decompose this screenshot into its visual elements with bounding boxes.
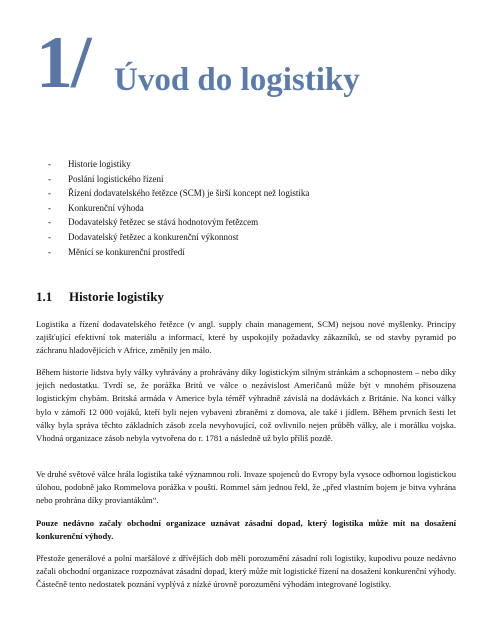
body-paragraph: Během historie lidstva byly války vyhrávány a prohrávány díky logistickým silným stránkám a schopnostem – nebo díky jejich nedostatku. Tvrdí se, že porážka Britů ve válce o nezávislost Američanů může být v mnohém přisouzena logistickým chybám. Britská armáda v Americe byla téměř výhradně závislá na dodávkách z Británie. Na konci války bylo v zámoří 12 000 vojáků, kteří byli nejen vybaveni zbraněmi z domova, ale také i jídlem. Během prvních šesti let války byla správa těchto základních zásob zcela nevyhovující, což ovlivnilo nejen průběh války, ale i morálku vojska. Vhodná organizace zásob nebyla vytvořena do r. 1781 a následně už bylo příliš pozdě. — [36, 367, 456, 444]
list-item-text: Historie logistiky — [68, 159, 131, 169]
list-item — [48, 172, 309, 187]
list-item-text: Řízení dodavatelského řetězce (SCM) je širší koncept než logistika — [68, 188, 310, 199]
list-item-text: Poslání logistického řízení — [68, 173, 164, 184]
list-item — [48, 186, 309, 201]
list-item-text: Konkurenční výhoda — [68, 202, 144, 213]
list-bullet: - — [48, 246, 51, 257]
list-item — [48, 215, 309, 230]
list-bullet: - — [48, 231, 51, 242]
body-paragraph: Ve druhé světové válce hrála logistika také významnou roli. Invaze spojenců do Evropy byla vysoce odbornou logistickou úlohou, podobně jako Rommelova porážka v poušti. Rommel sám jednou řekl, že „před vlastním bojem je bitva vyhrána nebo prohrána díky proviantákům“. — [36, 469, 456, 506]
list-item — [48, 201, 309, 216]
list-item-text: Dodavatelský řetězec se stává hodnotovým řetězcem — [68, 217, 259, 228]
list-bullet: - — [48, 159, 51, 169]
list-item — [48, 157, 309, 172]
section-number: 1.1 — [36, 289, 53, 304]
list-bullet: - — [48, 217, 51, 228]
chapter-contents-list — [48, 157, 309, 259]
bold-callout-paragraph: Pouze nedávno začaly obchodní organizace uznávat zásadní dopad, který logistika může mít na dosažení konkurenční výhody. — [36, 518, 456, 542]
list-bullet: - — [48, 173, 51, 184]
list-item-text: Měnící se konkurenční prostředí — [68, 246, 185, 257]
body-paragraph: Logistika a řízení dodavatelského řetězce (v angl. supply chain management, SCM) nejsou nové myšlenky. Principy zajišťující efektivní tok materiálu a informací, které by uspokojily požadavky zákazníků, se od stavby pyramid po záchranu hladovějících v Africe, změnily jen málo. — [36, 319, 456, 356]
list-item-text: Dodavatelský řetězec a konkurenční výkonnost — [68, 231, 239, 242]
list-bullet: - — [48, 202, 51, 213]
list-item — [48, 230, 309, 245]
chapter-title: Úvod do logistiky — [114, 62, 360, 98]
list-item — [48, 245, 309, 260]
list-bullet: - — [48, 188, 51, 199]
section-title: Historie logistiky — [69, 289, 164, 304]
section-heading — [36, 289, 164, 305]
body-paragraph: Přestože generálové a polní maršálové z dřívějších dob měli porozumění zásadní roli logistiky, kupodivu pouze nedávno začali obchodní organizace rozpoznávat zásadní dopad, který může mít logistické řízení na dosažení konkurenční výhody. Částečně tento nedostatek poznání vyplývá z nízké úrovně porozumění výhodám integrované logistiky. — [36, 553, 456, 590]
chapter-number: 1/ — [36, 22, 90, 104]
